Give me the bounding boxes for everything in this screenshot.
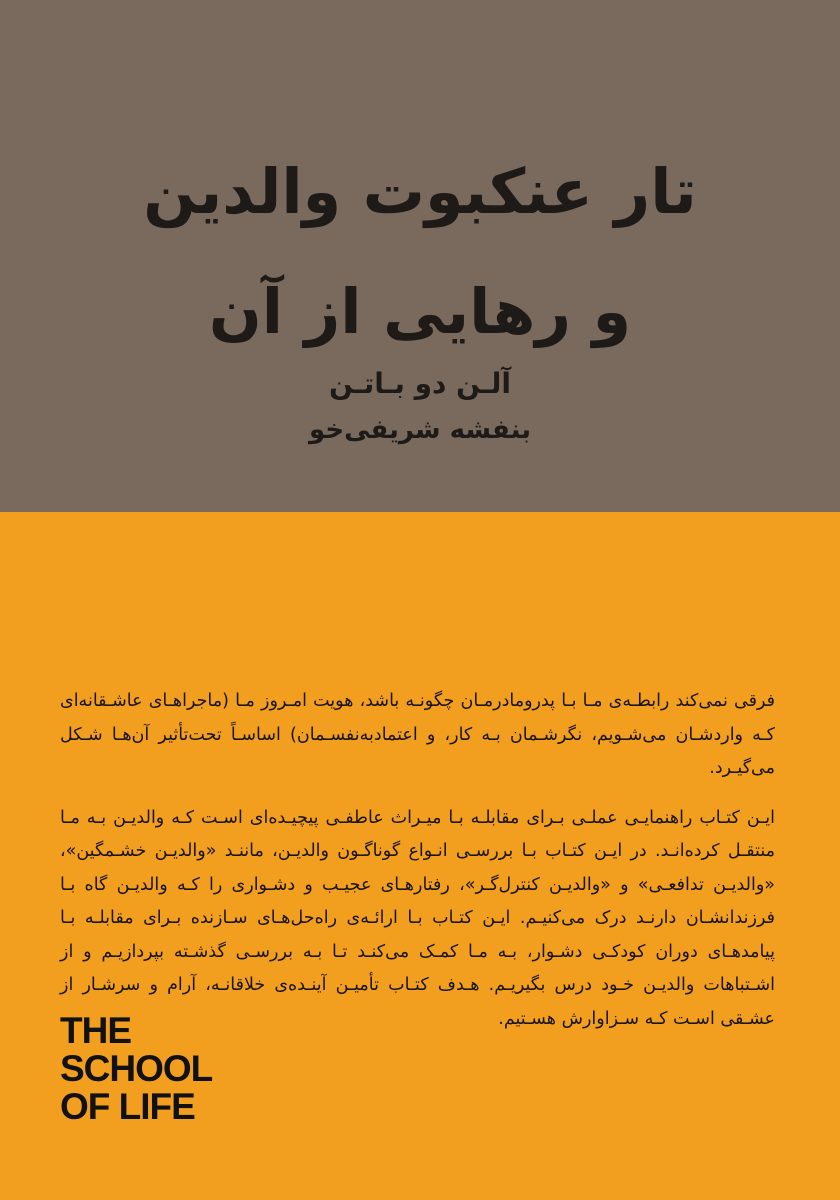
publisher-logo	[60, 1010, 230, 1127]
book-title	[40, 132, 800, 372]
logo-line-2: SCHOOL	[60, 1048, 213, 1089]
book-description	[60, 685, 775, 1052]
title-line-2: و رهایی از آن	[208, 275, 632, 348]
translator-name: بنفشه شریفی‌خو	[309, 415, 531, 445]
description-paragraph-2: ایـن کتـاب راهنمایـی عملـی بـرای مقابلـه بـا میـراث عاطفـی پیچیـده‌ای اسـت کـه والدیـن بـه مـا منتقـل کرده‌انـد. در ایـن کتـاب بـا بررسـی انـواع گوناگـون والدیـن، ماننـد «والدیـن خشـمگین»، «والدیـن تدافعـی» و «والدیـن کنترل‌گـر»، رفتارهـای عجیـب و دشـواری را کـه والدیـن گاه بـا فرزندانشـان دارنـد درک می‌کنیـم. ایـن کتـاب بـا ارائـه‌ی راه‌حل‌هـای سـازنده بـرای مقابلـه بـا پیامدهـای دوران کودکـی دشـوار، بـه مـا کمـک می‌کنـد تـا بـه بررسـی گذشـته بپردازیـم و از اشـتباهات والدیـن خـود درس بگیریـم. هـدف کتـاب تأمیـن آینـده‌ی خلاقانـه، آرام و سرشـار از عشـقی اسـت کـه سـزاوارش هسـتیم.	[60, 807, 775, 1029]
author-name: آلـن دو بـاتـن	[328, 367, 512, 400]
description-paragraph-1: فرقی نمی‌کند رابطـه‌ی مـا بـا پدرومادرمـان چگونـه باشد، هویت امـروز مـا (ماجراهـای عاشـقانه‌ای کـه واردشـان می‌شـویم، نگرشـمان بـه کار، و اعتمادبه‌نفسـمان) اساسـاً تحت‌تأثیر آن‌هـا شـکل می‌گیـرد.	[60, 691, 775, 778]
title-line-1: تار عنکبوت والدین	[143, 155, 697, 228]
logo-line-1: THE	[60, 1010, 131, 1051]
logo-line-3: OF LIFE	[60, 1086, 195, 1127]
